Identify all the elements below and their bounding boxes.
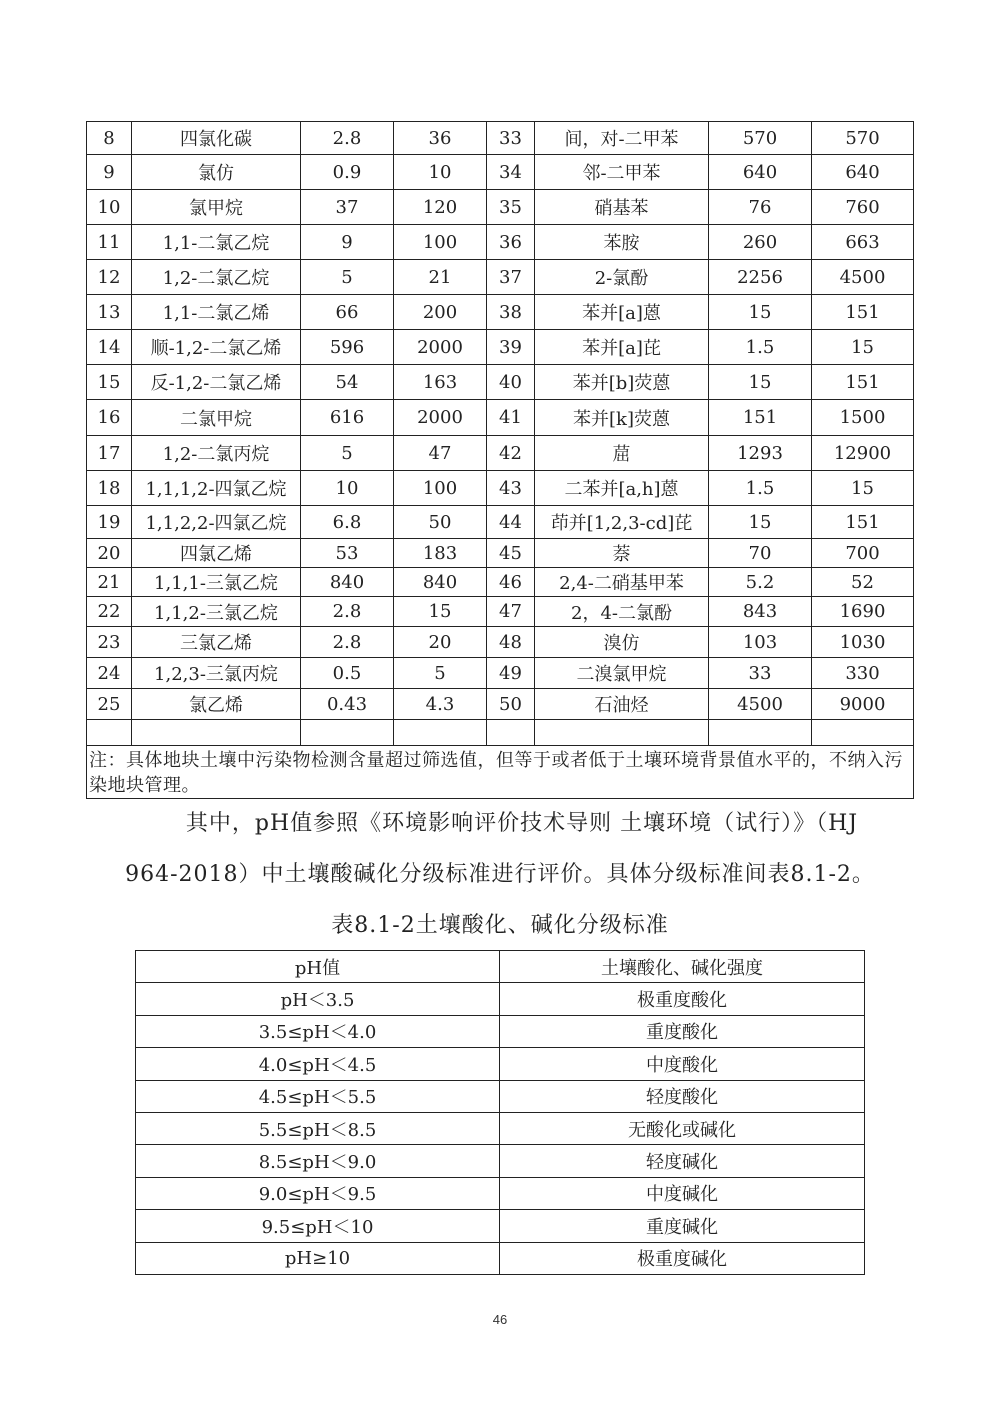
pollutant-name: 䓛 bbox=[535, 436, 709, 471]
row-number: 43 bbox=[487, 471, 535, 506]
row-number: 47 bbox=[487, 597, 535, 627]
control-value: 50 bbox=[394, 506, 487, 539]
pollutant-name: 二苯并[a,h]蒽 bbox=[535, 471, 709, 506]
intensity-level: 中度碱化 bbox=[500, 1177, 865, 1209]
screening-value: 6.8 bbox=[301, 506, 394, 539]
pollutant-name: 1,2,3-三氯丙烷 bbox=[132, 658, 301, 689]
control-value: 663 bbox=[812, 225, 914, 260]
table-row bbox=[87, 365, 914, 400]
row-number: 15 bbox=[87, 365, 132, 400]
control-value: 2000 bbox=[394, 330, 487, 365]
row-number: 9 bbox=[87, 155, 132, 190]
screening-value: 103 bbox=[709, 627, 812, 658]
pollutant-name: 邻-二甲苯 bbox=[535, 155, 709, 190]
row-number: 39 bbox=[487, 330, 535, 365]
row-number: 25 bbox=[87, 689, 132, 720]
screening-value: 2.8 bbox=[301, 627, 394, 658]
intensity-level: 极重度碱化 bbox=[500, 1242, 865, 1274]
control-value: 100 bbox=[394, 471, 487, 506]
pollutant-name: 二溴氯甲烷 bbox=[535, 658, 709, 689]
screening-value: 840 bbox=[301, 568, 394, 597]
row-number: 21 bbox=[87, 568, 132, 597]
screening-value: 2.8 bbox=[301, 122, 394, 155]
ph-range: 9.5≤pH＜10 bbox=[136, 1210, 500, 1242]
screening-value: 5 bbox=[301, 436, 394, 471]
pollutant-name: 反-1,2-二氯乙烯 bbox=[132, 365, 301, 400]
row-number: 35 bbox=[487, 190, 535, 225]
intensity-level: 轻度碱化 bbox=[500, 1145, 865, 1177]
row-number: 36 bbox=[487, 225, 535, 260]
ph-range: pH≥10 bbox=[136, 1242, 500, 1274]
page-number: 46 bbox=[492, 1312, 508, 1327]
table-row bbox=[136, 1080, 865, 1112]
row-number: 13 bbox=[87, 295, 132, 330]
screening-value: 15 bbox=[709, 506, 812, 539]
row-number: 33 bbox=[487, 122, 535, 155]
table-row bbox=[87, 627, 914, 658]
screening-value: 260 bbox=[709, 225, 812, 260]
screening-value: 53 bbox=[301, 539, 394, 568]
table-row bbox=[87, 400, 914, 436]
screening-value: 2256 bbox=[709, 260, 812, 295]
row-number: 42 bbox=[487, 436, 535, 471]
pollutant-name: 氯乙烯 bbox=[132, 689, 301, 720]
row-number: 14 bbox=[87, 330, 132, 365]
control-value: 15 bbox=[812, 471, 914, 506]
table-row bbox=[87, 658, 914, 689]
row-number: 50 bbox=[487, 689, 535, 720]
pollutant-name: 石油烃 bbox=[535, 689, 709, 720]
pollutant-name: 1,1,2,2-四氯乙烷 bbox=[132, 506, 301, 539]
screening-value: 0.9 bbox=[301, 155, 394, 190]
pollutant-name: 四氯乙烯 bbox=[132, 539, 301, 568]
control-value: 4.3 bbox=[394, 689, 487, 720]
ph-range: 5.5≤pH＜8.5 bbox=[136, 1112, 500, 1144]
row-number: 8 bbox=[87, 122, 132, 155]
table-row bbox=[87, 225, 914, 260]
intensity-level: 极重度酸化 bbox=[500, 983, 865, 1015]
table-row-empty bbox=[87, 720, 914, 746]
table-row bbox=[87, 471, 914, 506]
row-number: 22 bbox=[87, 597, 132, 627]
control-value: 183 bbox=[394, 539, 487, 568]
screening-value: 54 bbox=[301, 365, 394, 400]
table-row bbox=[136, 1210, 865, 1242]
control-value: 52 bbox=[812, 568, 914, 597]
intensity-level: 无酸化或碱化 bbox=[500, 1112, 865, 1144]
table-row bbox=[87, 330, 914, 365]
pollutant-name: 氯甲烷 bbox=[132, 190, 301, 225]
row-number: 48 bbox=[487, 627, 535, 658]
screening-value: 70 bbox=[709, 539, 812, 568]
pollutant-name: 1,1-二氯乙烷 bbox=[132, 225, 301, 260]
screening-value: 0.5 bbox=[301, 658, 394, 689]
table-row bbox=[136, 1048, 865, 1080]
screening-value: 570 bbox=[709, 122, 812, 155]
control-value: 100 bbox=[394, 225, 487, 260]
row-number: 19 bbox=[87, 506, 132, 539]
control-value: 12900 bbox=[812, 436, 914, 471]
pollutant-name: 溴仿 bbox=[535, 627, 709, 658]
row-number: 10 bbox=[87, 190, 132, 225]
table-row bbox=[87, 689, 914, 720]
pollutant-name: 1,1,1,2-四氯乙烷 bbox=[132, 471, 301, 506]
pollutant-name: 苯并[b]荧蒽 bbox=[535, 365, 709, 400]
control-value: 151 bbox=[812, 506, 914, 539]
screening-value: 596 bbox=[301, 330, 394, 365]
screening-value: 76 bbox=[709, 190, 812, 225]
screening-value: 10 bbox=[301, 471, 394, 506]
header-intensity: 土壤酸化、碱化强度 bbox=[500, 951, 865, 983]
table-note-row bbox=[87, 746, 914, 799]
pollutant-name: 茚并[1,2,3-cd]芘 bbox=[535, 506, 709, 539]
paragraph-line-2: 964-2018）中土壤酸碱化分级标准进行评价。具体分级标准间表8.1-2。 bbox=[125, 862, 875, 887]
screening-value: 4500 bbox=[709, 689, 812, 720]
control-value: 151 bbox=[812, 365, 914, 400]
pollutant-name: 苯并[a]芘 bbox=[535, 330, 709, 365]
control-value: 640 bbox=[812, 155, 914, 190]
table-row bbox=[87, 539, 914, 568]
pollutant-name: 1,2-二氯乙烷 bbox=[132, 260, 301, 295]
pollutant-name: 氯仿 bbox=[132, 155, 301, 190]
row-number: 49 bbox=[487, 658, 535, 689]
screening-value: 1.5 bbox=[709, 330, 812, 365]
control-value: 1030 bbox=[812, 627, 914, 658]
control-value: 330 bbox=[812, 658, 914, 689]
control-value: 760 bbox=[812, 190, 914, 225]
row-number: 24 bbox=[87, 658, 132, 689]
intensity-level: 重度碱化 bbox=[500, 1210, 865, 1242]
control-value: 36 bbox=[394, 122, 487, 155]
row-number: 38 bbox=[487, 295, 535, 330]
ph-range: 4.0≤pH＜4.5 bbox=[136, 1048, 500, 1080]
control-value: 15 bbox=[812, 330, 914, 365]
control-value: 840 bbox=[394, 568, 487, 597]
screening-value: 9 bbox=[301, 225, 394, 260]
control-value: 21 bbox=[394, 260, 487, 295]
screening-value: 151 bbox=[709, 400, 812, 436]
control-value: 151 bbox=[812, 295, 914, 330]
control-value: 570 bbox=[812, 122, 914, 155]
row-number: 20 bbox=[87, 539, 132, 568]
row-number: 41 bbox=[487, 400, 535, 436]
ph-range: 9.0≤pH＜9.5 bbox=[136, 1177, 500, 1209]
row-number: 17 bbox=[87, 436, 132, 471]
row-number: 11 bbox=[87, 225, 132, 260]
table-row bbox=[136, 1145, 865, 1177]
pollutant-name: 二氯甲烷 bbox=[132, 400, 301, 436]
pollutant-name: 1,1,2-三氯乙烷 bbox=[132, 597, 301, 627]
row-number: 23 bbox=[87, 627, 132, 658]
pollutant-name: 1,2-二氯丙烷 bbox=[132, 436, 301, 471]
screening-value: 5.2 bbox=[709, 568, 812, 597]
control-value: 9000 bbox=[812, 689, 914, 720]
screening-value: 15 bbox=[709, 295, 812, 330]
pollutant-name: 四氯化碳 bbox=[132, 122, 301, 155]
screening-value: 0.43 bbox=[301, 689, 394, 720]
screening-value: 640 bbox=[709, 155, 812, 190]
screening-value: 843 bbox=[709, 597, 812, 627]
row-number: 18 bbox=[87, 471, 132, 506]
control-value: 47 bbox=[394, 436, 487, 471]
ph-table-body bbox=[136, 983, 865, 1275]
table-note: 注：具体地块土壤中污染物检测含量超过筛选值，但等于或者低于土壤环境背景值水平的，不纳入污染地块管理。 bbox=[87, 746, 914, 799]
table-row bbox=[87, 190, 914, 225]
intensity-level: 中度酸化 bbox=[500, 1048, 865, 1080]
row-number: 44 bbox=[487, 506, 535, 539]
control-value: 10 bbox=[394, 155, 487, 190]
control-value: 5 bbox=[394, 658, 487, 689]
row-number: 37 bbox=[487, 260, 535, 295]
control-value: 700 bbox=[812, 539, 914, 568]
ph-range: 3.5≤pH＜4.0 bbox=[136, 1015, 500, 1047]
control-value: 120 bbox=[394, 190, 487, 225]
ph-range: 4.5≤pH＜5.5 bbox=[136, 1080, 500, 1112]
intensity-level: 重度酸化 bbox=[500, 1015, 865, 1047]
screening-value: 5 bbox=[301, 260, 394, 295]
pollutant-name: 苯并[k]荧蒽 bbox=[535, 400, 709, 436]
screening-value: 2.8 bbox=[301, 597, 394, 627]
row-number: 46 bbox=[487, 568, 535, 597]
pollutant-name: 2，4-二氯酚 bbox=[535, 597, 709, 627]
row-number: 40 bbox=[487, 365, 535, 400]
ph-grading-table bbox=[135, 950, 865, 1275]
control-value: 15 bbox=[394, 597, 487, 627]
control-value: 4500 bbox=[812, 260, 914, 295]
screening-value: 1.5 bbox=[709, 471, 812, 506]
pollutant-screening-table bbox=[86, 121, 914, 799]
paragraph-line-1: 其中，pH值参照《环境影响评价技术导则 土壤环境（试行）》（HJ bbox=[185, 811, 859, 836]
table-row bbox=[87, 260, 914, 295]
screening-value: 616 bbox=[301, 400, 394, 436]
table-row bbox=[136, 983, 865, 1015]
pollutant-name: 硝基苯 bbox=[535, 190, 709, 225]
table-row bbox=[136, 1242, 865, 1274]
pollutant-name: 顺-1,2-二氯乙烯 bbox=[132, 330, 301, 365]
table-row bbox=[136, 1177, 865, 1209]
pollutant-table-body bbox=[87, 122, 914, 720]
ph-range: pH＜3.5 bbox=[136, 983, 500, 1015]
control-value: 1690 bbox=[812, 597, 914, 627]
pollutant-name: 苯并[a]蒽 bbox=[535, 295, 709, 330]
control-value: 163 bbox=[394, 365, 487, 400]
control-value: 20 bbox=[394, 627, 487, 658]
control-value: 200 bbox=[394, 295, 487, 330]
pollutant-name: 苯胺 bbox=[535, 225, 709, 260]
pollutant-name: 间，对-二甲苯 bbox=[535, 122, 709, 155]
table-row bbox=[87, 295, 914, 330]
table-row bbox=[136, 1112, 865, 1144]
pollutant-name: 1,1-二氯乙烯 bbox=[132, 295, 301, 330]
control-value: 1500 bbox=[812, 400, 914, 436]
pollutant-name: 2-氯酚 bbox=[535, 260, 709, 295]
table-caption: 表8.1-2土壤酸化、碱化分级标准 bbox=[331, 913, 669, 938]
screening-value: 15 bbox=[709, 365, 812, 400]
table-row bbox=[87, 155, 914, 190]
screening-value: 66 bbox=[301, 295, 394, 330]
screening-value: 1293 bbox=[709, 436, 812, 471]
row-number: 12 bbox=[87, 260, 132, 295]
table-row bbox=[136, 1015, 865, 1047]
table-row bbox=[87, 597, 914, 627]
pollutant-name: 三氯乙烯 bbox=[132, 627, 301, 658]
pollutant-name: 1,1,1-三氯乙烷 bbox=[132, 568, 301, 597]
row-number: 34 bbox=[487, 155, 535, 190]
table-row bbox=[87, 568, 914, 597]
table-row bbox=[87, 506, 914, 539]
intensity-level: 轻度酸化 bbox=[500, 1080, 865, 1112]
pollutant-name: 萘 bbox=[535, 539, 709, 568]
screening-value: 37 bbox=[301, 190, 394, 225]
row-number: 45 bbox=[487, 539, 535, 568]
pollutant-name: 2,4-二硝基甲苯 bbox=[535, 568, 709, 597]
header-ph-value: pH值 bbox=[136, 951, 500, 983]
control-value: 2000 bbox=[394, 400, 487, 436]
screening-value: 33 bbox=[709, 658, 812, 689]
table-row bbox=[87, 436, 914, 471]
table-header-row bbox=[136, 951, 865, 983]
table-row bbox=[87, 122, 914, 155]
ph-range: 8.5≤pH＜9.0 bbox=[136, 1145, 500, 1177]
row-number: 16 bbox=[87, 400, 132, 436]
